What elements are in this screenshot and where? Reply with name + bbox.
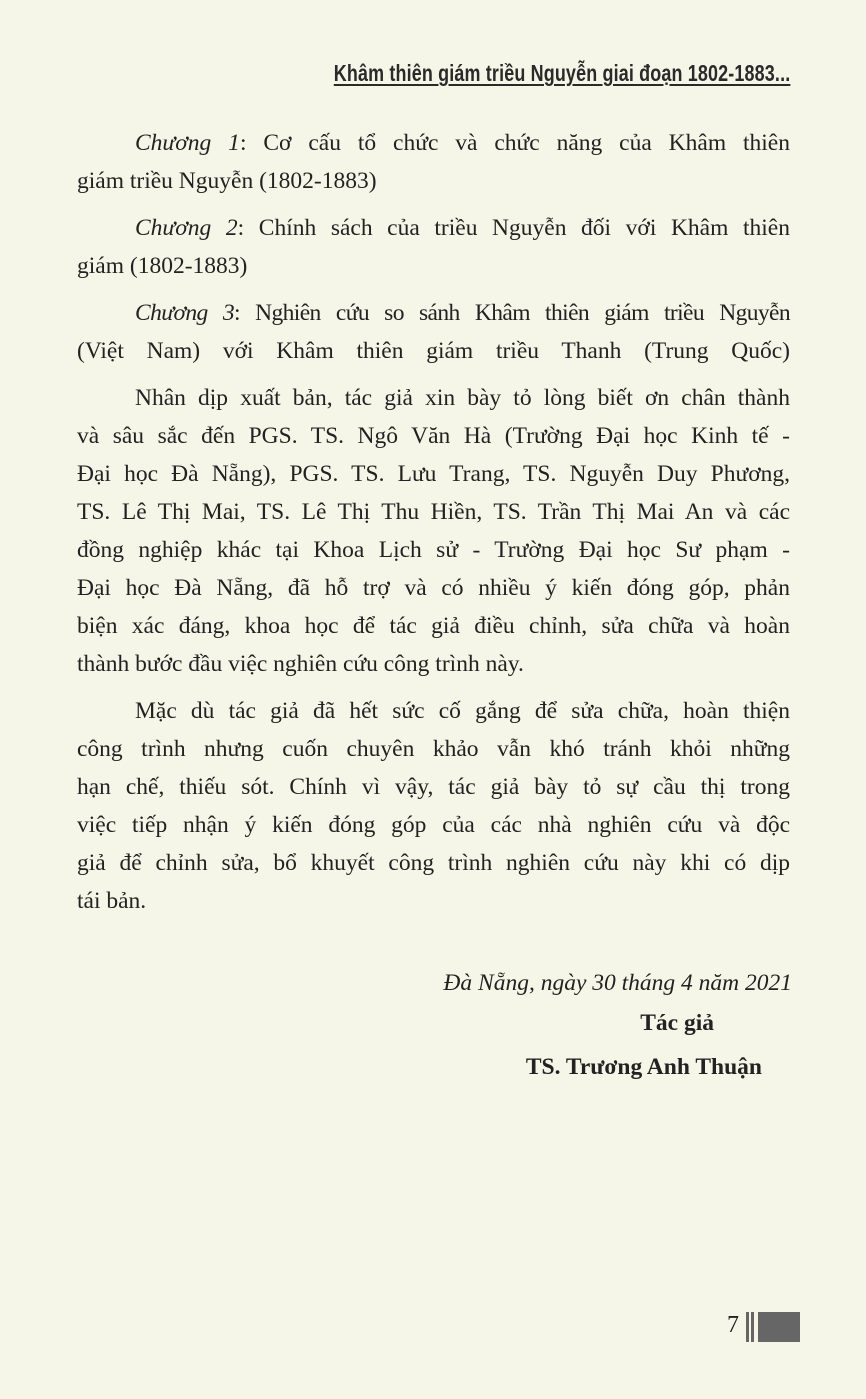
chapter-1 — [77, 124, 790, 200]
text-line: tái bản. — [77, 888, 147, 914]
text-line: thành bước đầu việc nghiên cứu công trình này. — [77, 651, 524, 677]
chapter-line: (Việt Nam) với Khâm thiên giám triều Thanh (Trung Quốc) — [77, 338, 790, 364]
text-line: Nhân dịp xuất bản, tác giả xin bày tỏ lòng biết ơn chân thành — [135, 385, 790, 411]
chapter-line — [77, 294, 790, 332]
chapter-title: : Cơ cấu tổ chức và chức năng của Khâm thiên — [239, 130, 790, 156]
chapter-line: giám triều Nguyễn (1802-1883) — [77, 168, 377, 194]
page-marker-thin-bar — [746, 1312, 749, 1342]
text-line: và sâu sắc đến PGS. TS. Ngô Văn Hà (Trường Đại học Kinh tế - — [77, 423, 790, 449]
text-line: TS. Lê Thị Mai, TS. Lê Thị Thu Hiền, TS. Trần Thị Mai An và các — [77, 499, 790, 525]
chapter-2 — [77, 209, 790, 285]
chapter-3 — [77, 294, 790, 370]
chapter-label: Chương 3 — [135, 300, 235, 326]
page-number: 7 — [727, 1312, 739, 1338]
text-line: Mặc dù tác giả đã hết sức cố gắng để sửa chữa, hoàn thiện — [135, 698, 790, 724]
page-marker-thin-bar — [751, 1312, 754, 1342]
acknowledgement-paragraph — [77, 379, 790, 683]
place-date: Đà Nẵng, ngày 30 tháng 4 năm 2021 — [443, 970, 792, 996]
chapter-line — [77, 209, 790, 247]
chapter-title: : Nghiên cứu so sánh Khâm thiên giám triều Nguyễn — [234, 300, 791, 326]
author-name: TS. Trương Anh Thuận — [525, 1054, 762, 1080]
text-line: Đại học Đà Nẵng), PGS. TS. Lưu Trang, TS. Nguyễn Duy Phương, — [77, 461, 790, 487]
chapter-title: : Chính sách của triều Nguyễn đối với Khâm thiên — [237, 215, 790, 241]
text-line: đồng nghiệp khác tại Khoa Lịch sử - Trường Đại học Sư phạm - — [77, 537, 790, 563]
chapter-line: giám (1802-1883) — [77, 253, 248, 279]
chapter-label: Chương 2 — [135, 215, 238, 241]
text-line: công trình nhưng cuốn chuyên khảo vẫn khó tránh khỏi những — [77, 736, 790, 762]
text-line: Đại học Đà Nẵng, đã hỗ trợ và có nhiều ý kiến đóng góp, phản — [77, 575, 790, 601]
text-line: giả để chỉnh sửa, bổ khuyết công trình nghiên cứu này khi có dịp — [77, 850, 790, 876]
page-body — [77, 124, 790, 929]
running-header: Khâm thiên giám triều Nguyễn giai đoạn 1802-1883... — [333, 60, 790, 86]
chapter-label: Chương 1 — [135, 130, 240, 156]
text-line: biện xác đáng, khoa học để tác giả điều chỉnh, sửa chữa và hoàn — [77, 613, 790, 639]
text-line: việc tiếp nhận ý kiến đóng góp của các nhà nghiên cứu và độc — [77, 812, 790, 838]
author-label: Tác giả — [640, 1010, 714, 1036]
closing-paragraph — [77, 692, 790, 920]
chapter-line — [77, 124, 790, 162]
page-marker-block — [758, 1312, 800, 1342]
text-line: hạn chế, thiếu sót. Chính vì vậy, tác giả bày tỏ sự cầu thị trong — [77, 774, 790, 800]
